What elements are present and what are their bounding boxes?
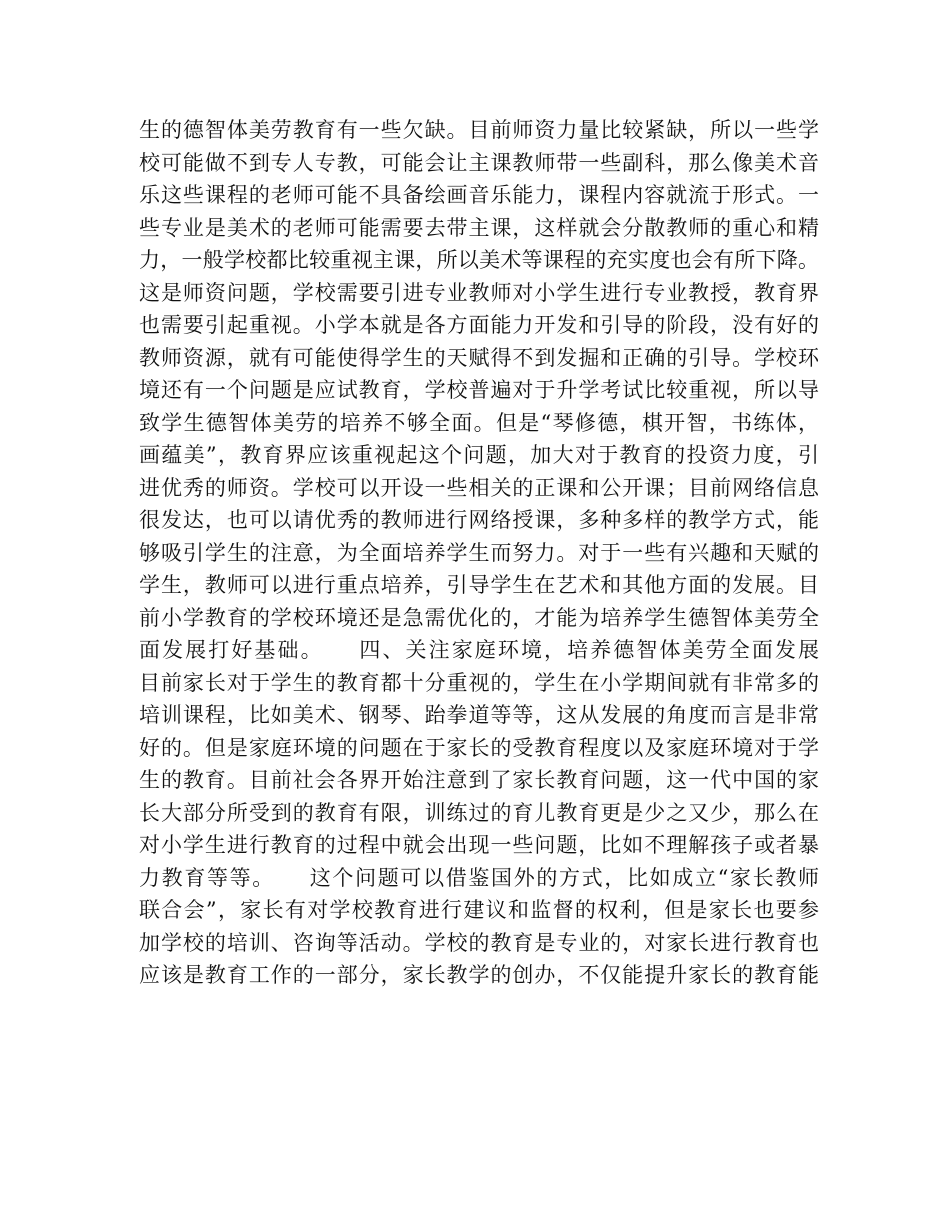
text-line: 加学校的培训、咨询等活动。学校的教育是专业的，对家长进行教育也: [139, 930, 819, 955]
text-line: 够吸引学生的注意，为全面培养学生而努力。对于一些有兴趣和天赋的: [139, 540, 819, 565]
text-line: 教师资源，就有可能使得学生的天赋得不到发掘和正确的引导。学校环: [139, 345, 819, 370]
text-line: 力教育等等。 这个问题可以借鉴国外的方式，比如成立“家长教师: [139, 865, 819, 890]
text-line: 校可能做不到专人专教，可能会让主课教师带一些副科，那么像美术音: [139, 150, 819, 175]
text-line: 目前家长对于学生的教育都十分重视的，学生在小学期间就有非常多的: [139, 670, 819, 695]
text-line: 乐这些课程的老师可能不具备绘画音乐能力，课程内容就流于形式。一: [139, 183, 819, 207]
text-line: 这是师资问题，学校需要引进专业教师对小学生进行专业教授，教育界: [139, 280, 819, 305]
text-line: 对小学生进行教育的过程中就会出现一些问题，比如不理解孩子或者暴: [139, 833, 819, 857]
text-line: 也需要引起重视。小学本就是各方面能力开发和引导的阶段，没有好的: [139, 313, 819, 337]
body-text: [139, 114, 819, 992]
text-line: 些专业是美术的老师可能需要去带主课，这样就会分散教师的重心和精: [139, 215, 819, 240]
text-line: 长大部分所受到的教育有限，训练过的育儿教育更是少之又少，那么在: [139, 800, 819, 825]
text-line: 生的德智体美劳教育有一些欠缺。目前师资力量比较紧缺，所以一些学: [139, 118, 819, 142]
text-line: 境还有一个问题是应试教育，学校普遍对于升学考试比较重视，所以导: [139, 378, 819, 402]
text-line: 进优秀的师资。学校可以开设一些相关的正课和公开课；目前网络信息: [139, 475, 819, 500]
text-line: 面发展打好基础。 四、关注家庭环境，培养德智体美劳全面发展: [139, 638, 819, 662]
text-line: 好的。但是家庭环境的问题在于家长的受教育程度以及家庭环境对于学: [139, 735, 819, 760]
text-line: 力，一般学校都比较重视主课，所以美术等课程的充实度也会有所下降。: [139, 248, 819, 272]
text-line: 很发达，也可以请优秀的教师进行网络授课，多种多样的教学方式，能: [139, 508, 819, 532]
text-line: 应该是教育工作的一部分，家长教学的创办，不仅能提升家长的教育能: [139, 963, 819, 987]
text-line: 生的教育。目前社会各界开始注意到了家长教育问题，这一代中国的家: [139, 768, 819, 792]
text-line: 致学生德智体美劳的培养不够全面。但是“琴修德，棋开智，书练体，: [139, 410, 819, 435]
text-line: 培训课程，比如美术、钢琴、跆拳道等等，这从发展的角度而言是非常: [139, 703, 819, 727]
text-line: 联合会”，家长有对学校教育进行建议和监督的权利，但是家长也要参: [139, 898, 819, 922]
text-line: 画蕴美”，教育界应该重视起这个问题，加大对于教育的投资力度，引: [139, 443, 819, 467]
text-line: 前小学教育的学校环境还是急需优化的，才能为培养学生德智体美劳全: [139, 605, 819, 630]
text-line: 学生，教师可以进行重点培养，引导学生在艺术和其他方面的发展。目: [139, 573, 819, 597]
